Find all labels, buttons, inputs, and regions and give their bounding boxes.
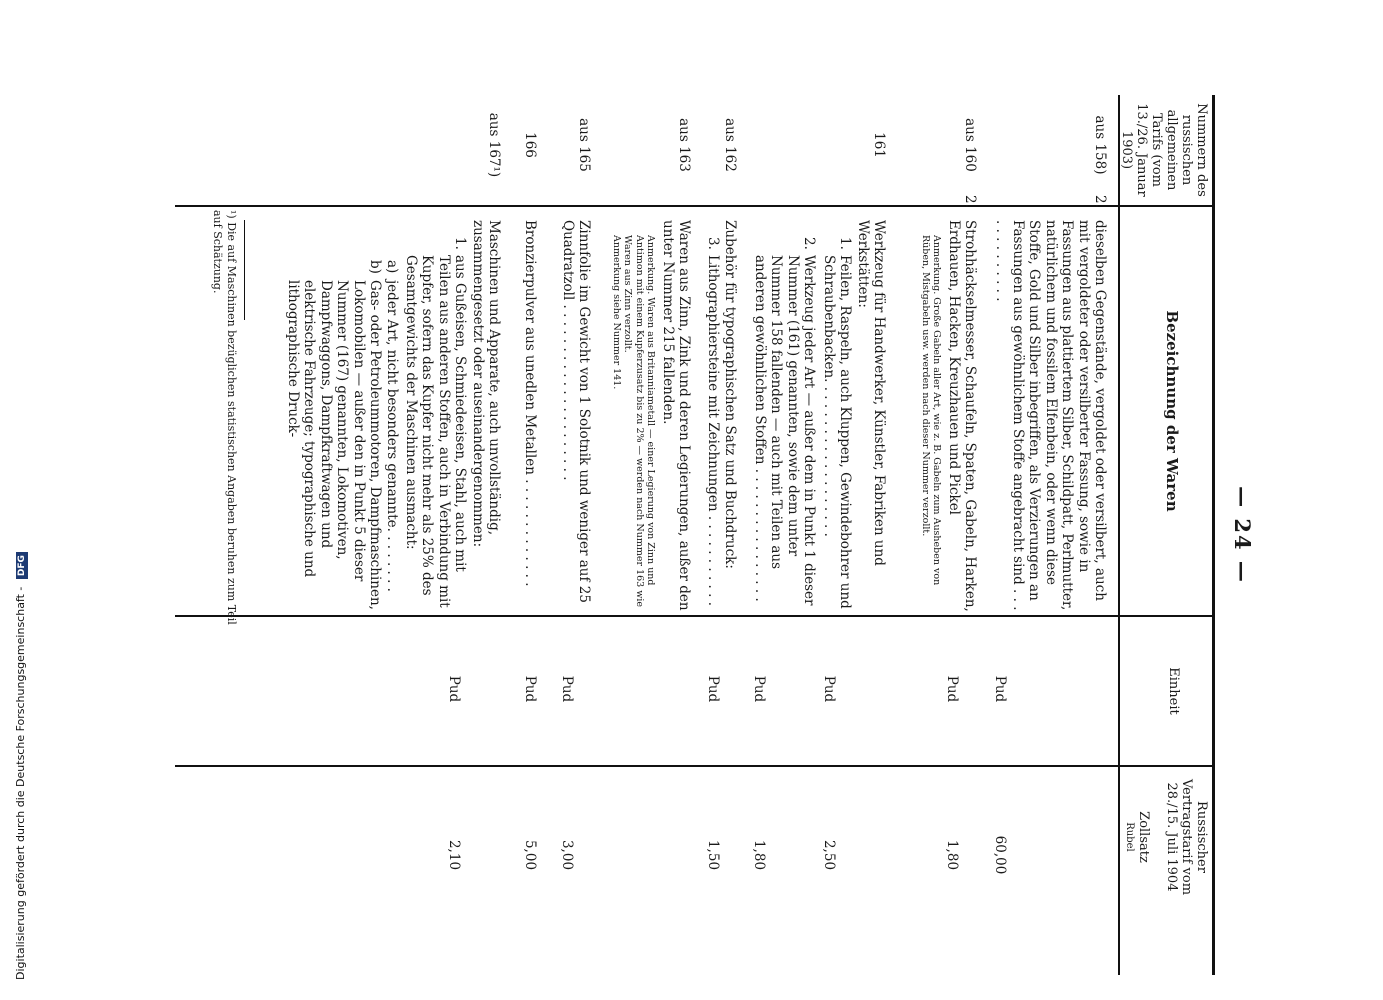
dfg-logo: DFG (16, 552, 28, 579)
row-unit: Pud (446, 675, 462, 703)
row-description: Zinnfolie im Gewicht von 1 Solotnik und weniger auf 25 Quadratzoll . . . . . . . . . . . . . . . . . . . . . (559, 220, 592, 603)
row-subnumber: 3. (705, 237, 721, 250)
row-description: Strohhäckselmesser, Schaufeln, Spaten, Gabeln, Harken, Erdhauen, Hacken, Kreuzhauen und Pickel (945, 220, 978, 612)
row-rate: 1,80 (751, 839, 767, 871)
header-rate-currency: Rubel (1124, 822, 1135, 852)
row-unit: Pud (821, 675, 837, 703)
row-sub-description: jeder Art, nicht besonders genannte. . . . . . . . (384, 280, 400, 592)
row-description: Zubehör für typographischen Satz und Buchdruck: (722, 220, 738, 569)
row-unit: Pud (522, 675, 538, 703)
row-description: Werkzeug für Handwerker, Künstler, Fabriken und Werkstätten: (854, 220, 887, 566)
row-sub-description: Feilen, Raspeln, auch Kluppen, Gewindebohrer und Schraubenbacken. . . . . . . . . . . . . . . . . . . (820, 255, 853, 609)
row-subnumber: 2. (1092, 195, 1108, 208)
row-subnumber: a) (384, 260, 400, 274)
row-number: aus 165 (576, 118, 592, 172)
row-number: 161 (871, 132, 887, 158)
row-description: Maschinen und Apparate, auch unvollständig, zusammengesetzt oder auseinandergenommen: (469, 220, 502, 548)
row-subnumber: 2. (801, 237, 817, 250)
row-unit: Pud (992, 675, 1008, 703)
header-bottom-rule (1118, 95, 1120, 975)
row-unit: Pud (705, 675, 721, 703)
document-page (140, 95, 1255, 975)
header-unit: Einheit (1166, 667, 1181, 715)
row-rate: 2,10 (446, 839, 462, 871)
row-sub-description: Lithographiersteine mit Zeichnungen . . . . . . . . . . . (705, 255, 721, 606)
row-unit: Pud (944, 675, 960, 703)
row-unit: Pud (751, 675, 767, 703)
row-subnumber: 2. (962, 195, 978, 208)
row-subnumber: b) (367, 260, 383, 274)
row-number: aus 167¹) (486, 112, 502, 178)
row-number: aus 162 (722, 118, 738, 172)
header-rate-title: Russischer Vertragstarif vom 28./15. Juli 1904 (1164, 778, 1209, 896)
row-rate: 5,00 (522, 839, 538, 871)
footnote-rule (244, 220, 245, 320)
table-top-rule (1212, 95, 1215, 975)
row-subnumber: 1. (452, 237, 468, 250)
row-description: Waren aus Zinn, Zink und deren Legierungen, außer den unter Nummer 215 fallenden. (659, 220, 692, 611)
row-rate: 1,50 (705, 839, 721, 871)
page-number: — 24 — (1230, 486, 1255, 584)
footnote: ¹) Die auf Maschinen bezüglichen statistischen Angaben beruhen zum Teil auf Schätzung. (210, 210, 238, 625)
header-designation: Bezeichnung der Waren (1163, 310, 1181, 512)
row-number: 166 (522, 132, 538, 158)
row-rate: 60,00 (992, 835, 1008, 875)
header-rate-sub: Zollsatz (1136, 811, 1151, 863)
row-sub-description: Werkzeug jeder Art — außer dem in Punkt 1 dieser Nummer (161) genannten, sowie dem unter Nummer 158 fallenden — auch mit Teilen aus anderen gewöhnlichen Stoffen . . . . . . . . . . . . . . . . (751, 255, 817, 606)
row-number: aus 158) (1092, 115, 1108, 175)
column-rule-3 (175, 765, 1215, 767)
row-sub-description: aus Gußeisen, Schmiedeeisen, Stahl, auch mit Teilen aus anderen Stoffen, auch in Verbindung mit Kupfer, sofern das Kupfer nicht mehr als 25% des Gesamtgewichts der Maschinen ausmacht: (402, 255, 468, 608)
row-note: Anmerkung. Waren aus Britanniametall — einer Legierung von Zinn und Antimon mit einem Kupferzusatz bis zu 2% — werden nach Nummer 163 wie Waren aus Zinn verzollt. Anmerkung siehe Nummer 141. (610, 235, 656, 608)
row-description: dieselben Gegenstände, vergoldet oder versilbert, auch mit vergoldeter oder versilberter Fassung, sowie in Fassungen aus plattiertem Silber, Schildpatt, Perlmutter, natürlichem und fossilem Elfenbein, oder wenn diese Stoffe, Gold und Silber inbegriffen, als Verzierungen an Fassungen aus gewöhnlichem Stoffe angebracht sind . . . . . . . . . . . . . (993, 220, 1108, 611)
header-numbers: Nummern des russischen allgemeinen Tarifs (vom 13./26. Januar 1903) (1119, 103, 1209, 197)
row-rate: 1,80 (944, 839, 960, 871)
row-description: Bronzierpulver aus unedlen Metallen . . . . . . . . . . . . . (522, 220, 538, 587)
row-unit: Pud (559, 675, 575, 703)
row-subnumber: 1. (837, 237, 853, 250)
row-sub-description: Gas- oder Petroleummotoren, Dampfmaschinen, Lokomobilen — außer den in Punkt 5 dieser Nummer (167) genannten, Lokomotiven, Dampfwaggons, Dampfkraftwagen und elektrische Fahrzeuge; typographische und lithographische Druck- (284, 280, 383, 610)
row-rate: 2,50 (821, 839, 837, 871)
row-number: aus 163 (676, 118, 692, 172)
sidebar-text: Digitalisierung gefördert durch die Deutsche Forschungsgemeinschaft - (14, 586, 27, 980)
column-rule-2 (175, 615, 1215, 617)
column-rule-1 (175, 205, 1215, 207)
sidebar-credit (14, 0, 28, 980)
row-rate: 3,00 (559, 839, 575, 871)
row-note: Anmerkung. Große Gabeln aller Art, wie z. B. Gabeln zum Ausheben von Rüben, Mistgabeln usw. werden nach dieser Nummer verzollt. (919, 235, 942, 586)
row-number: aus 160 (962, 118, 978, 172)
